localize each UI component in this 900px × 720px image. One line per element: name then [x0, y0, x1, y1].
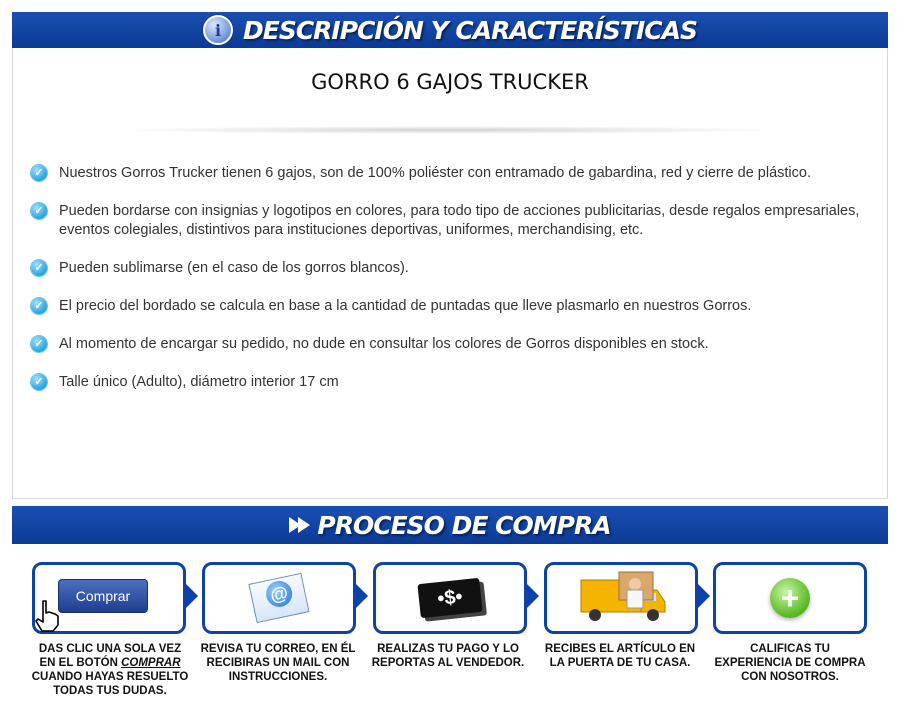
hand-cursor-icon: [33, 599, 63, 633]
step-3-text: REALIZAS TU PAGO Y LO REPORTAS AL VENDEDOR.: [371, 643, 525, 669]
info-icon: i: [203, 15, 233, 45]
description-header-bar: [12, 12, 888, 48]
step-2-box: [202, 562, 356, 634]
feature-text: El precio del bordado se calcula en base a la cantidad de puntadas que lleve plasmarlo en nuestros Gorros.: [59, 298, 752, 314]
feature-text: Al momento de encargar su pedido, no dude en consultar los colores de Gorros disponibles en stock.: [59, 336, 709, 352]
check-icon: ✓: [31, 260, 47, 276]
process-header-title: PROCESO DE COMPRA: [317, 510, 611, 540]
feature-item: [31, 259, 861, 278]
check-icon: ✓: [31, 374, 47, 390]
delivery-truck-icon: [561, 568, 681, 628]
feature-item: [31, 297, 861, 316]
green-plus-icon: +: [770, 578, 810, 618]
email-envelope-icon: @: [248, 573, 309, 623]
step-2-text: REVISA TU CORREO, EN ÉL RECIBIRAS UN MAIL CON INSTRUCCIONES.: [200, 643, 356, 683]
feature-item: [31, 202, 861, 240]
step-5-text: CALIFICAS TU EXPERIENCIA DE COMPRA CON NOSOTROS.: [714, 643, 866, 683]
feature-text: Nuestros Gorros Trucker tienen 6 gajos, son de 100% poliéster con entramado de gabardina, red y cierre de plástico.: [59, 165, 811, 181]
step-4-text: RECIBES EL ARTÍCULO EN LA PUERTA DE TU CASA.: [544, 643, 696, 669]
check-icon: ✓: [31, 165, 47, 181]
feature-item: [31, 373, 861, 392]
step-5-box: [713, 562, 867, 634]
product-title: GORRO 6 GAJOS TRUCKER: [311, 70, 589, 94]
check-icon: ✓: [31, 203, 47, 219]
feature-text: Pueden bordarse con insignias y logotipos en colores, para todo tipo de acciones publicitarias, desde regalos empresariales, eventos colegiales, distintivos para instituciones deportivas, uniformes, merchandising, etc.: [59, 203, 860, 238]
step-1-text: DAS CLIC UNA SOLA VEZ EN EL BOTÓN COMPRAR CUANDO HAYAS RESUELTO TODAS TUS DUDAS.: [31, 643, 189, 697]
comprar-emphasis: COMPRAR: [121, 657, 181, 669]
feature-text: Talle único (Adulto), diámetro interior 17 cm: [59, 374, 339, 390]
step-4-box: [544, 562, 698, 634]
title-divider: [113, 126, 783, 134]
double-arrow-icon: [289, 517, 307, 533]
description-panel: [12, 48, 888, 499]
process-header-bar: [12, 506, 888, 544]
feature-text: Pueden sublimarse (en el caso de los gorros blancos).: [59, 260, 409, 276]
step-arrow: [698, 584, 710, 608]
step-arrow: [527, 584, 539, 608]
step-arrow: [186, 584, 198, 608]
description-header-title: DESCRIPCIÓN Y CARACTERÍSTICAS: [242, 15, 697, 45]
step-3-box: [373, 562, 527, 634]
feature-item: [31, 164, 861, 183]
feature-item: [31, 335, 861, 354]
check-icon: ✓: [31, 298, 47, 314]
feature-list: [31, 164, 861, 411]
step-1-box: [32, 562, 186, 634]
check-icon: ✓: [31, 336, 47, 352]
comprar-button[interactable]: Comprar: [58, 579, 148, 613]
step-arrow: [356, 584, 368, 608]
cash-icon: •$•: [417, 578, 482, 618]
